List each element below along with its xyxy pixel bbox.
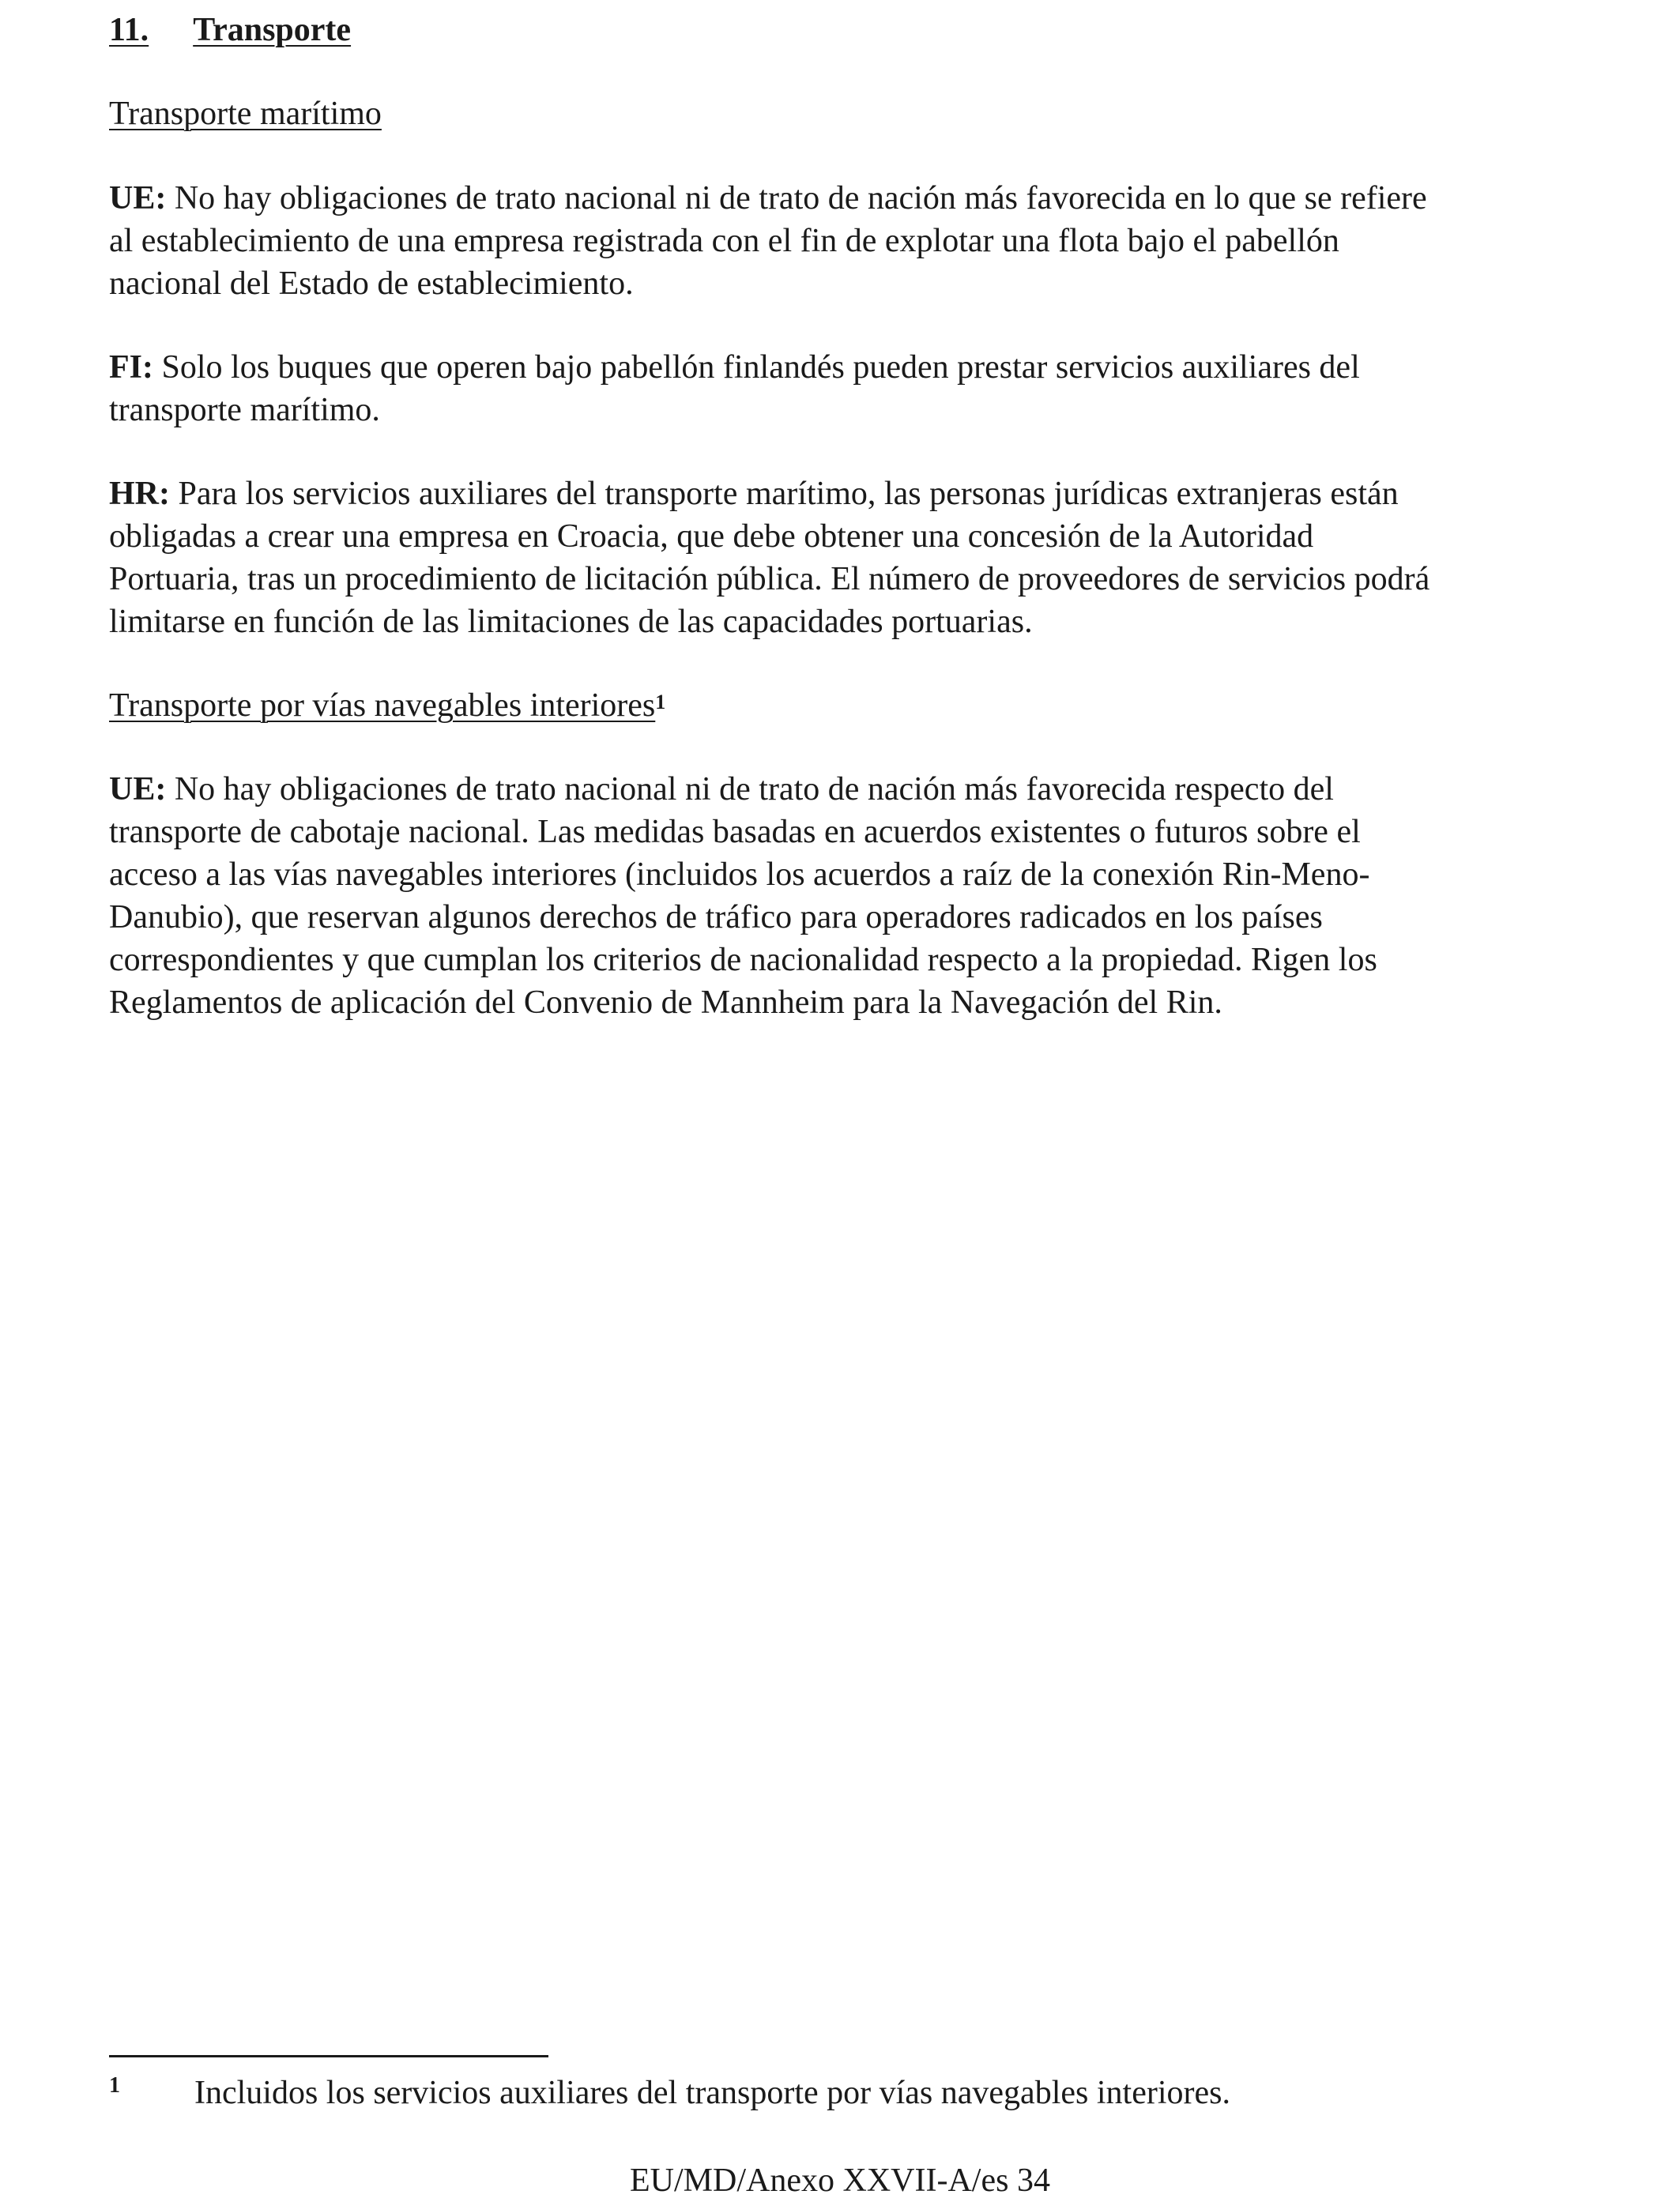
maritime-ue-line-3: nacional del Estado de establecimiento.	[109, 265, 634, 302]
maritime-hr-line-3: Portuaria, tras un procedimiento de licitación pública. El número de proveedores de servicios podrá	[109, 561, 1430, 597]
maritime-ue-line-2: al establecimiento de una empresa registrada con el fin de explotar una flota bajo el pabellón	[109, 223, 1339, 259]
maritime-fi-line-2: transporte marítimo.	[109, 392, 380, 428]
maritime-fi-label: FI:	[109, 349, 153, 386]
maritime-hr-line-2: obligadas a crear una empresa en Croacia, que debe obtener una concesión de la Autoridad	[109, 518, 1314, 555]
inland-ue-line-2: transporte de cabotaje nacional. Las medidas basadas en acuerdos existentes o futuros sobre el	[109, 814, 1361, 850]
maritime-hr-label: HR:	[109, 476, 170, 512]
inland-ue-line-5: correspondientes y que cumplan los criterios de nacionalidad respecto a la propiedad. Rigen los	[109, 942, 1377, 978]
inland-ue-line-1: UE: No hay obligaciones de trato nacional ni de trato de nación más favorecida respecto del	[109, 771, 1334, 807]
maritime-hr-line-1: HR: Para los servicios auxiliares del transporte marítimo, las personas jurídicas extranjeras están	[109, 476, 1399, 512]
section-number: 11.	[109, 12, 149, 48]
maritime-heading: Transporte marítimo	[109, 96, 382, 132]
page-identifier: EU/MD/Anexo XXVII-A/es 34	[630, 2162, 1050, 2199]
section-title: Transporte	[193, 12, 352, 48]
footnote-separator	[109, 2055, 548, 2057]
maritime-fi-line-1: FI: Solo los buques que operen bajo pabellón finlandés pueden prestar servicios auxiliares del	[109, 349, 1360, 386]
inland-ue-label: UE:	[109, 771, 167, 807]
footnote-number: 1	[109, 2073, 120, 2098]
maritime-ue-label: UE:	[109, 180, 167, 216]
inland-heading-text: Transporte por vías navegables interiores	[109, 687, 656, 724]
inland-ue-line-4: Danubio), que reservan algunos derechos de tráfico para operadores radicados en los países	[109, 899, 1323, 935]
inland-heading	[109, 684, 665, 727]
section-heading	[109, 9, 351, 51]
inland-ue-line-3: acceso a las vías navegables interiores (incluidos los acuerdos a raíz de la conexión Rin-Meno-	[109, 856, 1370, 893]
footnote-text: Incluidos los servicios auxiliares del transporte por vías navegables interiores.	[194, 2075, 1230, 2111]
footnote-reference: 1	[655, 691, 666, 713]
inland-ue-line-6: Reglamentos de aplicación del Convenio de Mannheim para la Navegación del Rin.	[109, 984, 1222, 1021]
maritime-ue-line-1: UE: No hay obligaciones de trato nacional ni de trato de nación más favorecida en lo que se refiere	[109, 180, 1427, 216]
maritime-hr-line-4: limitarse en función de las limitaciones de las capacidades portuarias.	[109, 604, 1033, 640]
